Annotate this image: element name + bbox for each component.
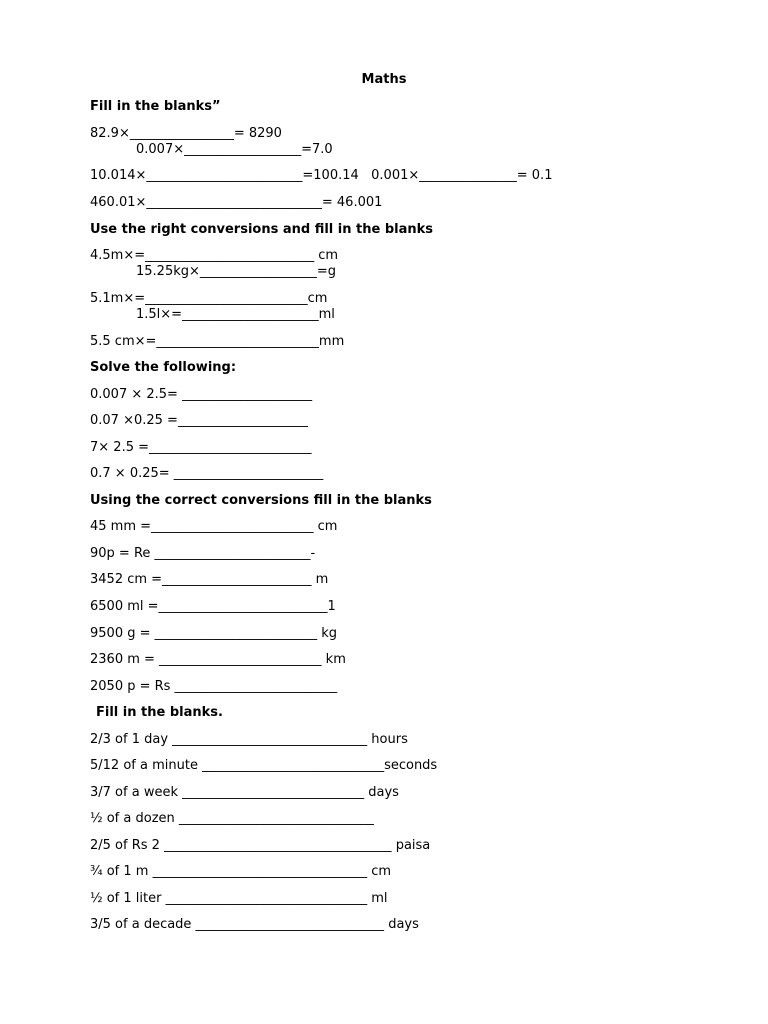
question-line: 5/12 of a minute ____________________________seconds [90,758,438,773]
section2-heading: Use the right conversions and fill in the blanks [90,222,434,237]
question-line: 90p = Re ________________________- [90,546,316,561]
question-line: 2360 m = _________________________ km [90,652,346,667]
question-line: 3/5 of a decade _____________________________ days [90,917,419,932]
question-line: 9500 g = _________________________ kg [90,626,338,641]
question-line: 82.9×________________= 8290 [90,126,282,141]
question-line: ¾ of 1 m _________________________________ cm [90,864,392,879]
section4-heading: Using the correct conversions fill in the blanks [90,493,432,508]
question-line: 4.5m×=__________________________ cm [90,248,339,263]
question-line: 0.07 ×0.25 =____________________ [90,413,308,428]
section5-heading: Fill in the blanks. [96,705,223,720]
question-line: 6500 ml =__________________________1 [90,599,336,614]
section1-heading: Fill in the blanks” [90,99,221,114]
question-line: 0.007×__________________=7.0 [136,142,333,157]
question-line: 10.014×________________________=100.14 0.001×_______________= 0.1 [90,168,553,183]
question-line: ½ of a dozen ______________________________ [90,811,374,826]
question-line: 2/5 of Rs 2 ___________________________________ paisa [90,838,431,853]
question-line: 5.5 cm×=_________________________mm [90,334,345,349]
question-line: ½ of 1 liter _______________________________ ml [90,891,388,906]
question-line: 7× 2.5 =_________________________ [90,440,312,455]
question-line: 2050 p = Rs _________________________ [90,679,338,694]
question-line: 15.25kg×__________________=g [136,264,337,279]
question-line: 3452 cm =_______________________ m [90,572,329,587]
question-line: 2/3 of 1 day ______________________________ hours [90,732,408,747]
question-line: 3/7 of a week ____________________________ days [90,785,399,800]
section3-heading: Solve the following: [90,360,237,375]
question-line: 5.1m×=_________________________cm [90,291,328,306]
question-line: 0.007 × 2.5= ____________________ [90,387,313,402]
question-line: 1.5l×=_____________________ml [136,307,335,322]
question-line: 460.01×___________________________= 46.001 [90,195,383,210]
question-line: 0.7 × 0.25= _______________________ [90,466,324,481]
page-title: Maths [361,72,407,87]
question-line: 45 mm =_________________________ cm [90,519,338,534]
